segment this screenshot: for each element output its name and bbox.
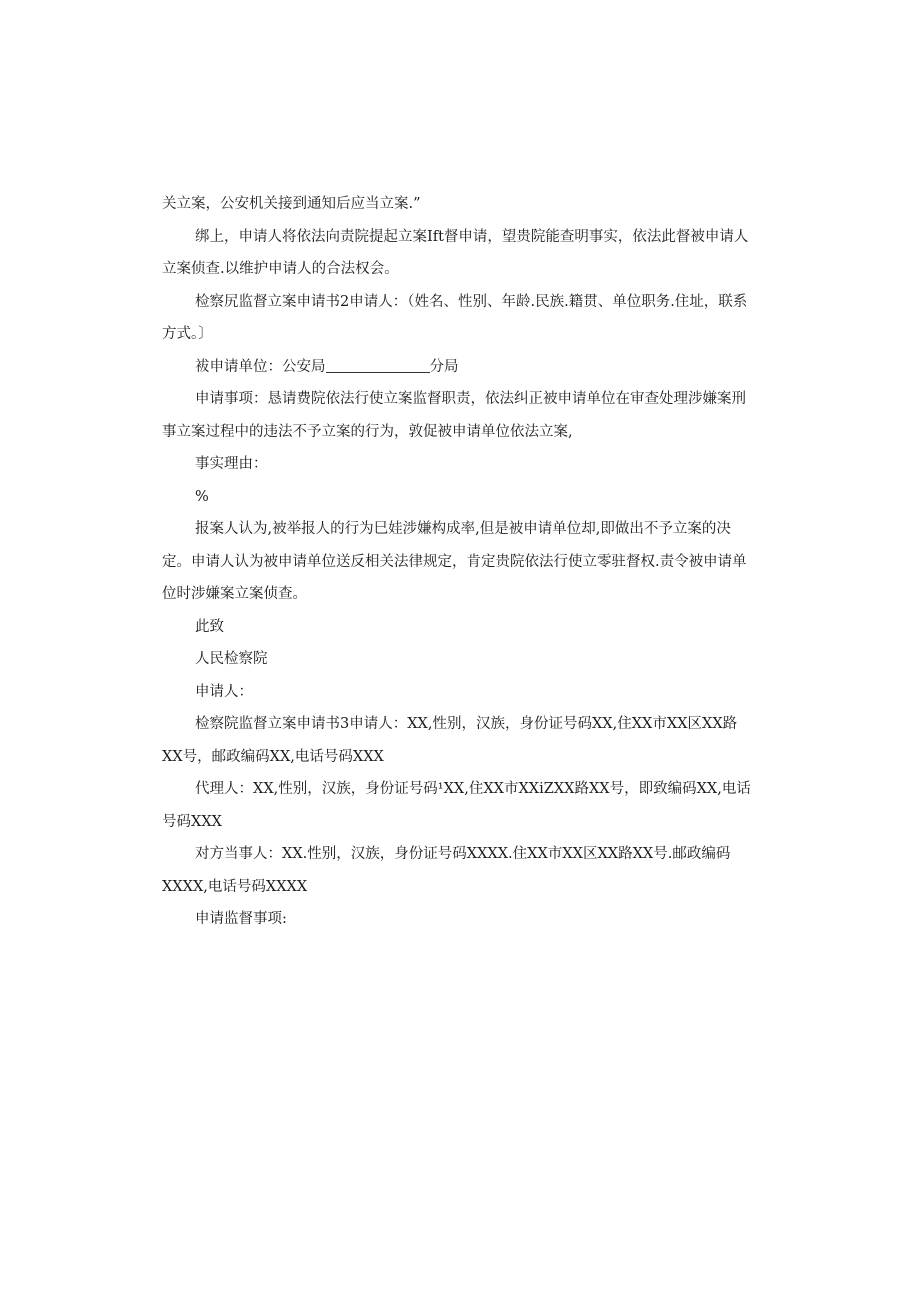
paragraph-applicant-template: 检察尻监督立案申请书2申请人：（姓名、性别、年龄.民族.籍贯、单位职务.住址，联系方式。〕 (162, 293, 748, 342)
respondent-unit-prefix: 袚申请单位：公安局 (195, 358, 326, 375)
paragraph-agent-details: 代理人：XX,性别，汉族，身份证号码¹XX,住XX市XXiZXX路XX号，即致编码XX,电话号码XXX (162, 781, 751, 830)
paragraph-signature-applicant: 申请人： (195, 683, 253, 700)
paragraph-facts-heading: 事实理由： (195, 456, 268, 472)
paragraph-placeholder-mark: % (195, 488, 209, 505)
paragraph-request-items: 申请事项：恳请费院依法行使立案监督职责，依法纠正被申请单位在审查处理涉嫌案刑事立案过程中的违法不予立案的行为，敦促被申请单位依法立案, (162, 391, 746, 440)
paragraph-salutation: 此致 (195, 618, 224, 635)
document-body (162, 188, 754, 936)
paragraph-summary: 绑上，申请人将依法向责院提起立案Ift督申请，望贵院能查明事实，依法此督被申请人立案侦查.以维护申请人的合法权会。 (162, 228, 749, 277)
respondent-unit-blank (326, 356, 430, 373)
paragraph-respondent-unit (162, 351, 754, 384)
paragraph-continuation: 关立案，公安机关接到通知后应当立案.” (162, 196, 421, 212)
paragraph-applicant-details: 检察院监督立案申请书3申请人：XX,性别，汉族，身份证号码XX,住XX市XX区XX路XX号，邮政编码XX,电话号码XXX (162, 716, 738, 765)
paragraph-opposing-party-details: 对方当事人：XX.性别，汉族，身份证号码XXXX.住XX市XX区XX路XX号.邮政编码XXXX,电话号码XXXX (162, 846, 731, 895)
paragraph-recipient: 人民检察院 (195, 651, 268, 667)
paragraph-facts: 报案人认为,被举报人的行为巳娃涉嫌构成率,但是被申请单位却,即做出不予立案的决定。申请人认为被申请单位送反相关法律规定，肯定贵院依法行使立零驻督权.责令被申请单位时涉嫌案立案侦查。 (162, 521, 747, 602)
respondent-unit-suffix: 分局 (429, 358, 459, 375)
paragraph-supervision-items: 申请监督事项: (195, 911, 287, 927)
